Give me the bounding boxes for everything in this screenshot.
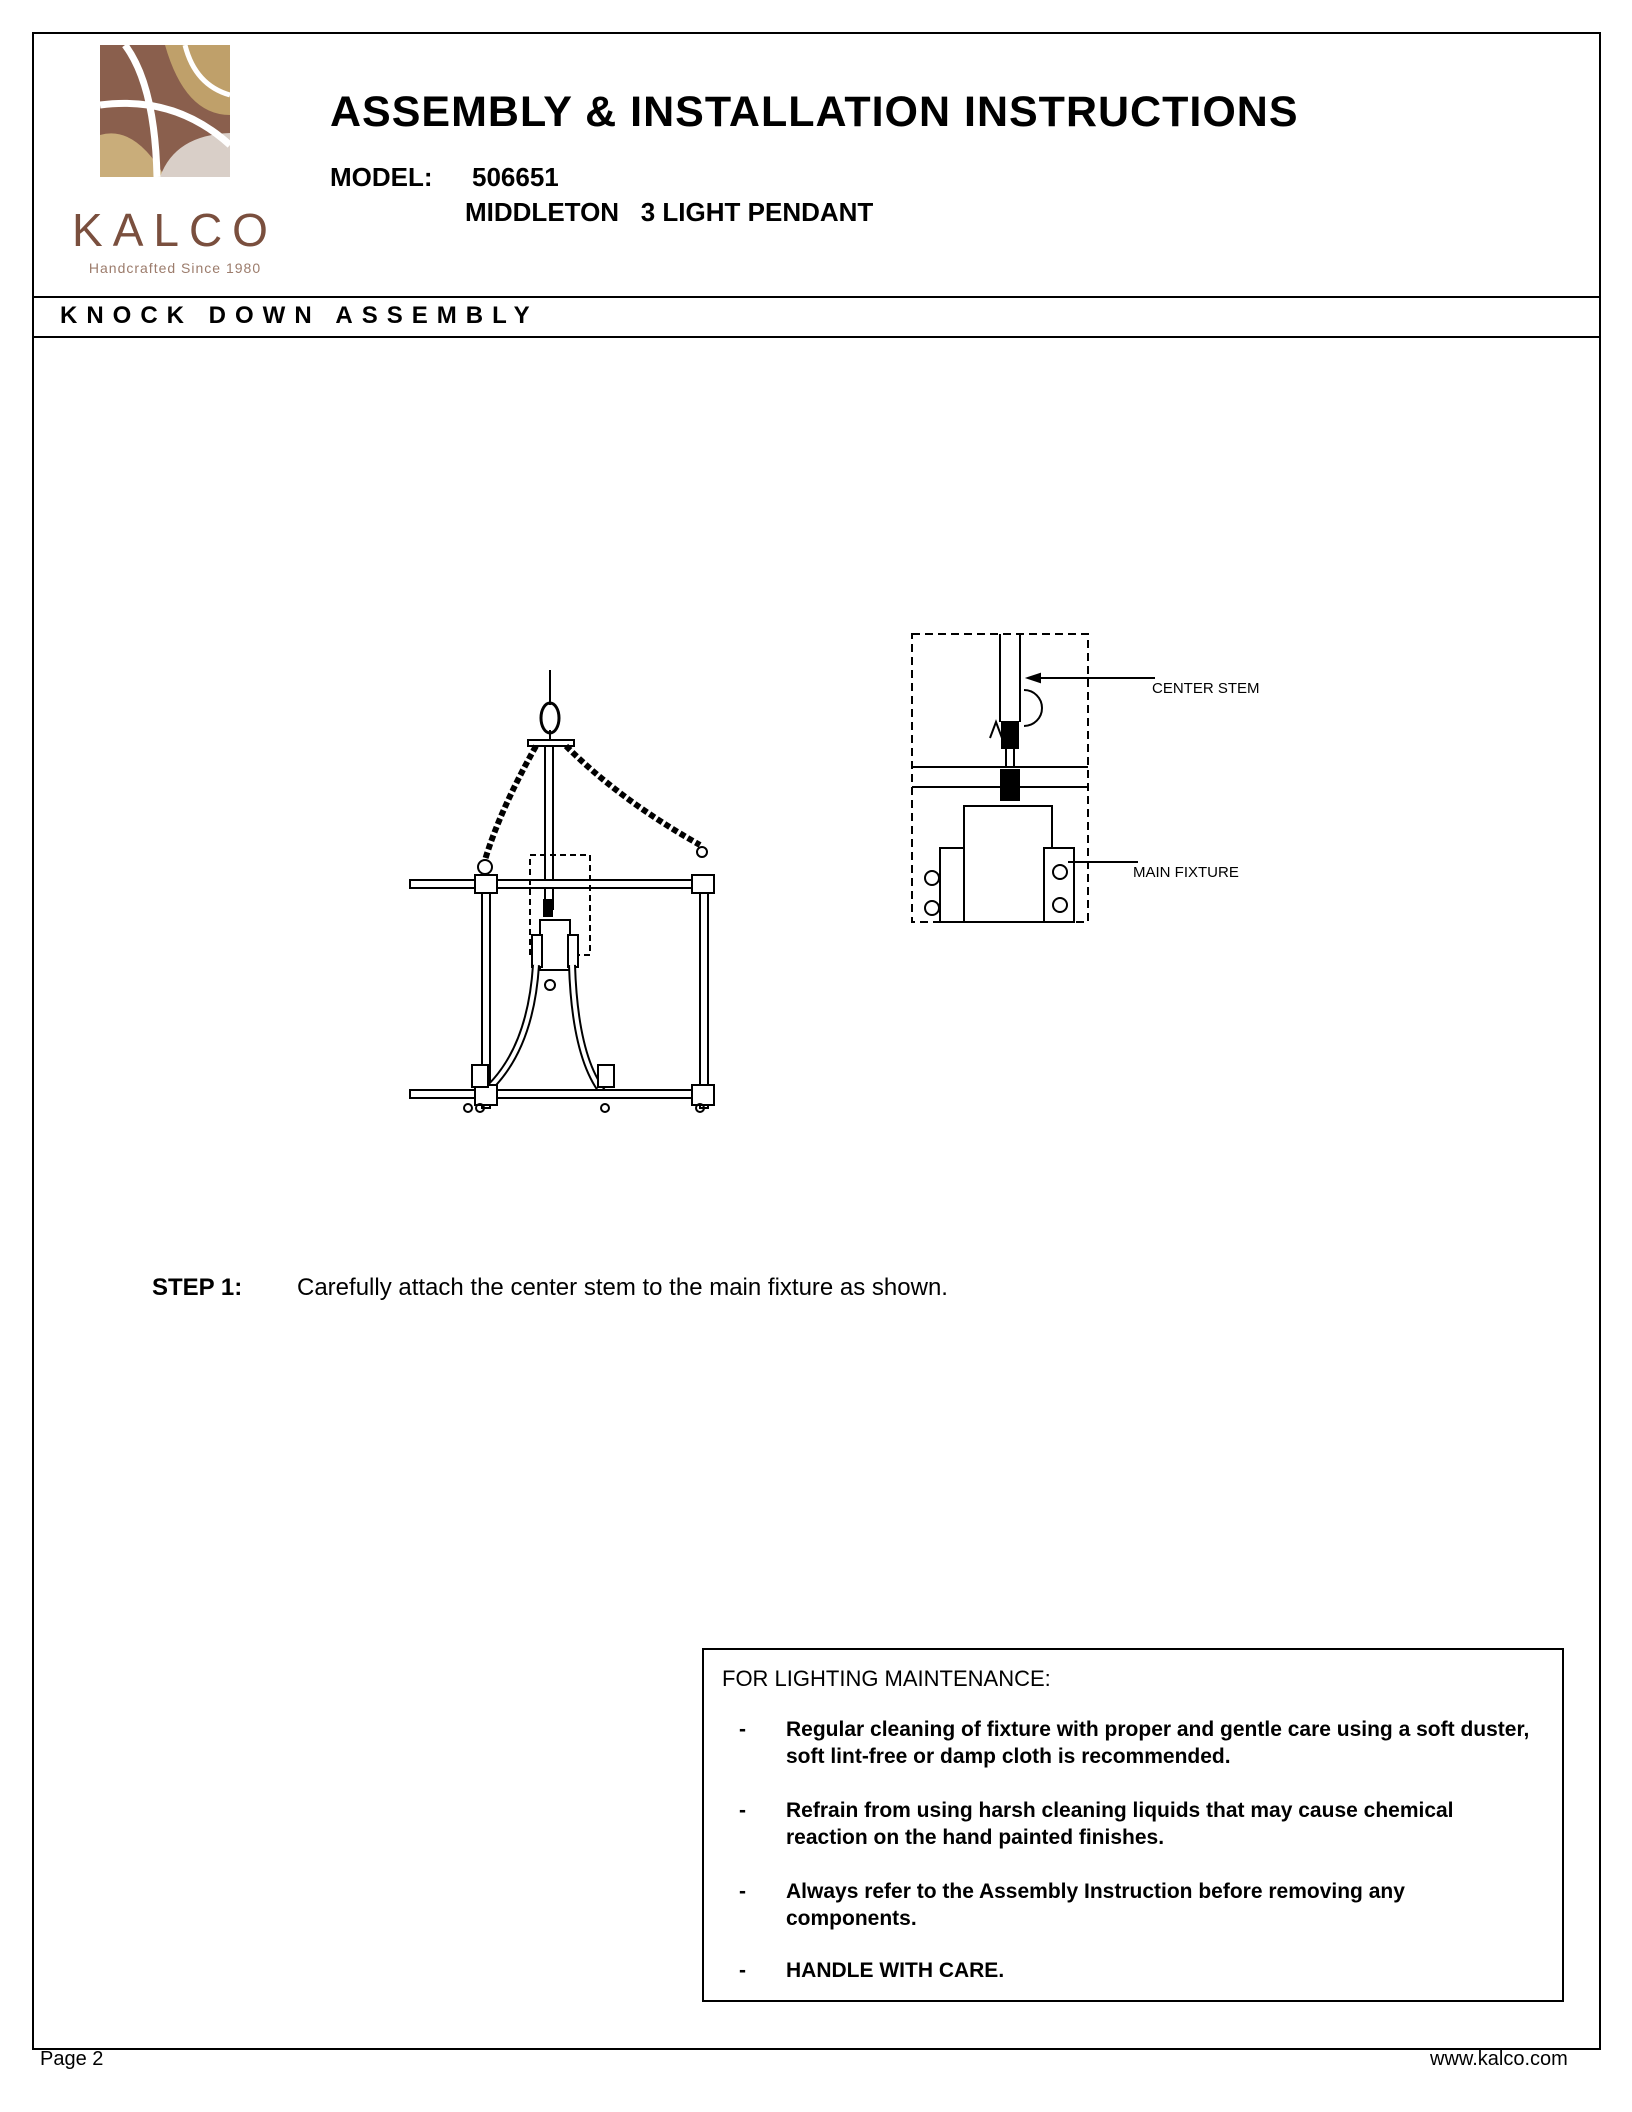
- page-number: Page 2: [40, 2048, 104, 2070]
- maintenance-item-text: Regular cleaning of fixture with proper and gentle care using a soft duster, soft lint-free or damp cloth is recommended.: [786, 1718, 1530, 1768]
- website-link[interactable]: www.kalco.com: [1430, 2048, 1568, 2070]
- pendant-fixture-diagram: [380, 660, 740, 1140]
- bullet-dash: -: [739, 1959, 746, 1982]
- maintenance-title: FOR LIGHTING MAINTENANCE:: [722, 1666, 1051, 1691]
- bullet-dash: -: [739, 1718, 746, 1741]
- maintenance-item-text: Refrain from using harsh cleaning liquids that may cause chemical reaction on the hand painted finishes.: [786, 1799, 1454, 1849]
- section-title: KNOCK DOWN ASSEMBLY: [60, 302, 539, 329]
- model-number: 506651: [472, 162, 559, 192]
- bullet-dash: -: [739, 1799, 746, 1822]
- center-stem-detail-diagram: [900, 630, 1300, 950]
- brand-name: KALCO: [72, 204, 278, 256]
- brand-tagline: Handcrafted Since 1980: [88, 260, 262, 276]
- header-divider: [32, 296, 1601, 298]
- model-label: MODEL:: [330, 162, 433, 192]
- page-title: ASSEMBLY & INSTALLATION INSTRUCTIONS: [330, 88, 1299, 136]
- callout-main-fixture: MAIN FIXTURE: [1133, 864, 1239, 881]
- callout-center-stem: CENTER STEM: [1152, 680, 1260, 697]
- step-1-label: STEP 1:: [152, 1274, 243, 1301]
- kalco-logo: [65, 45, 285, 285]
- model-name: MIDDLETON 3 LIGHT PENDANT: [465, 197, 874, 227]
- maintenance-item-text: Always refer to the Assembly Instruction before removing any components.: [786, 1880, 1405, 1930]
- maintenance-box: [702, 1648, 1564, 2002]
- kalco-logo-mark-icon: [65, 45, 285, 195]
- step-1-text: Carefully attach the center stem to the main fixture as shown.: [297, 1274, 948, 1301]
- maintenance-item-text: HANDLE WITH CARE.: [786, 1959, 1005, 1982]
- bullet-dash: -: [739, 1880, 746, 1903]
- section-divider: [32, 336, 1601, 338]
